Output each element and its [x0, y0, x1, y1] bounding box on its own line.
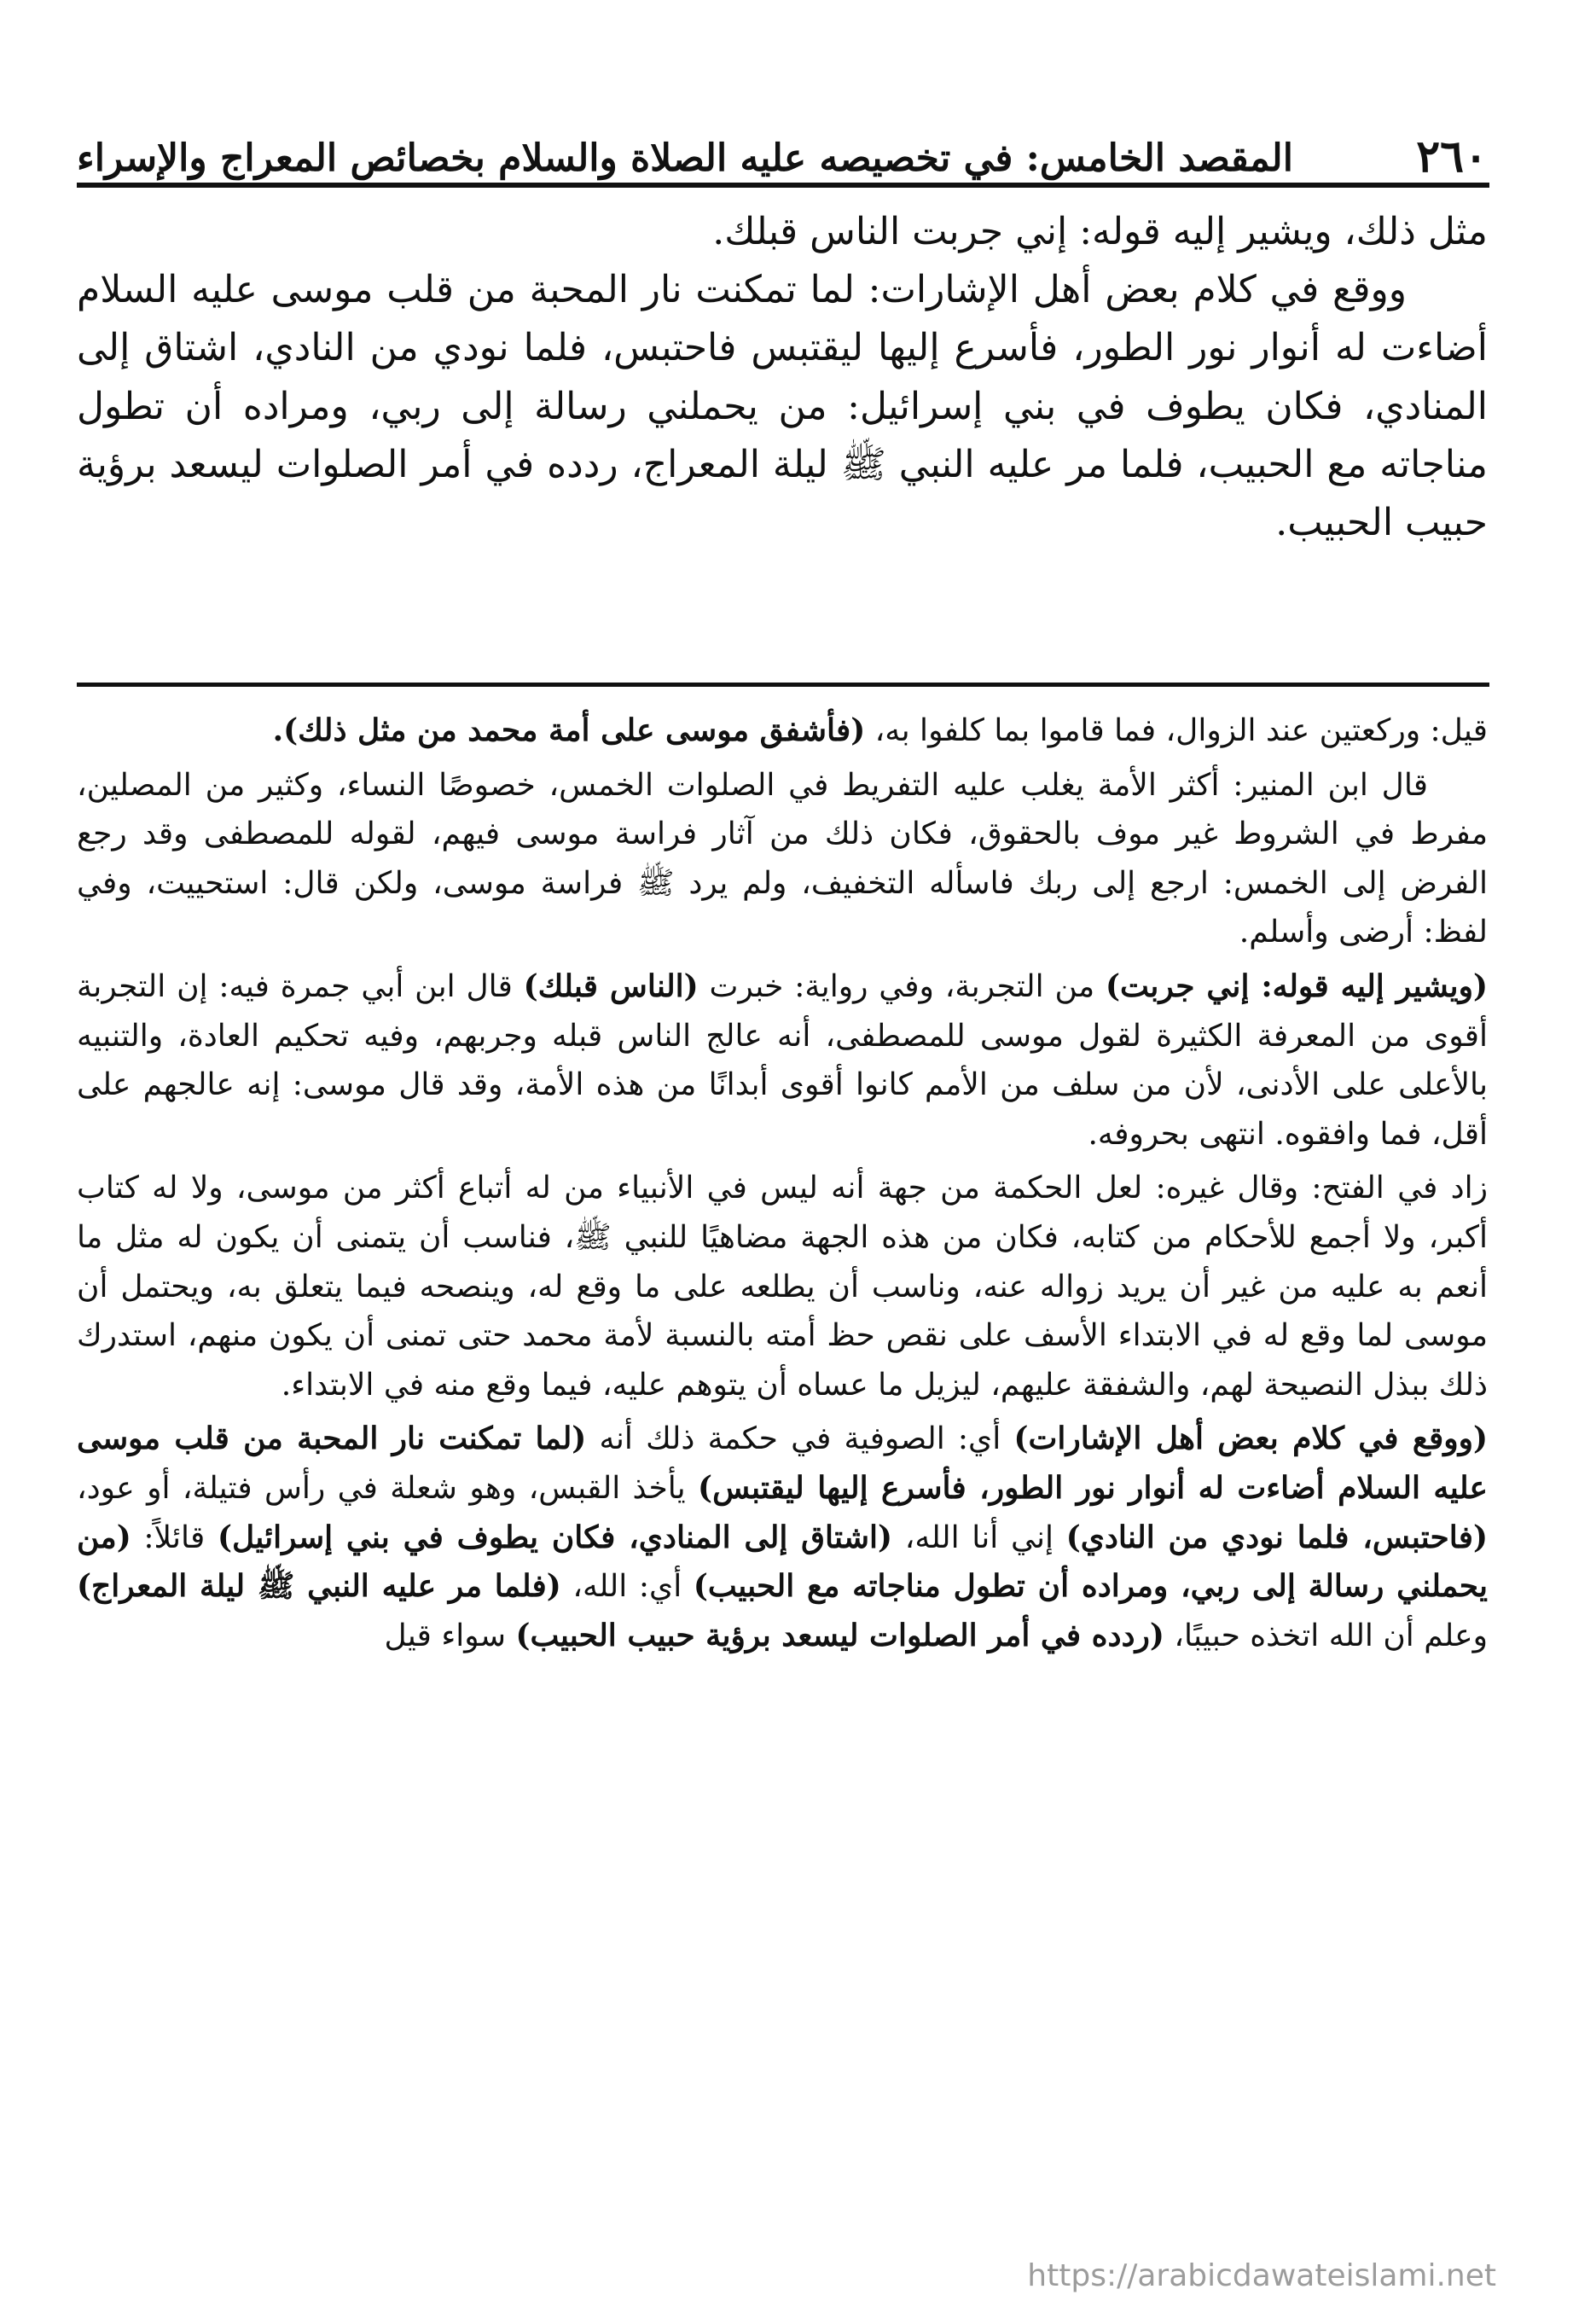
commentary-text-span: إني أنا الله، [892, 1519, 1066, 1555]
page-header [77, 102, 1488, 183]
commentary-paragraph [77, 1415, 1488, 1660]
commentary-text-span: من التجربة، وفي رواية: خبرت [698, 968, 1106, 1004]
main-text-paragraph: مثل ذلك، ويشير إليه قوله: إني جربت الناس قبلك. [712, 210, 1488, 253]
quoted-matn-span: (فأشفق موسى على أمة محمد من مثل ذلك). [272, 712, 866, 748]
watermark-url: https://arabicdawateislami.net [1027, 2258, 1496, 2293]
quoted-matn-span: (لما تمكنت نار المحبة من قلب موسى عليه السلام أضاءت له أنوار نور الطور، فأسرع إليها ليقتبس) [77, 1421, 1488, 1506]
quoted-matn-span: (ويشير إليه قوله: إني جربت) [1105, 967, 1488, 1004]
running-title: المقصد الخامس: في تخصيصه عليه الصلاة والسلام بخصائص المعراج والإسراء [77, 136, 1293, 180]
page-number: ٢٦٠ [1416, 131, 1488, 183]
commentary-paragraph: زاد في الفتح: وقال غيره: لعل الحكمة من جهة أنه ليس في الأنبياء من له أتباع أكثر من موسى، ولا له كتاب أكبر، ولا أجمع للأحكام من كتابه، فكان من هذه الجهة مضاهيًا للنبي ﷺ، فناسب أن يتمنى أن يكون له مثل ما أنعم به عليه من غير أن يريد زواله عنه، وناسب أن يطلعه على ما وقع له، وينصحه فيما يتعلق به، ويحتمل أن موسى لما وقع له في الابتداء الأسف على نقص حظ أمته بالنسبة لأمة محمد حتى تمنى أن يكون منهم، استدرك ذلك ببذل النصيحة لهم، والشفقة عليهم، ليزيل ما عساه أن يتوهم عليه، فيما وقع منه في الابتداء. [77, 1171, 1488, 1403]
quoted-matn-span: (فاحتبس، فلما نودي من النادي) [1065, 1519, 1488, 1555]
commentary-text-span: أي: الصوفية في حكمة ذلك أنه [586, 1421, 1014, 1457]
commentary-text-span: يأخذ القبس، وهو شعلة في رأس فتيلة، أو عود، [77, 1470, 699, 1506]
commentary-text-span: وعلم أن الله اتخذه حبيبًا، [1164, 1618, 1488, 1653]
commentary-text [77, 706, 1488, 1665]
quoted-matn-span: (اشتاق إلى المنادي، فكان يطوف في بني إسرائيل) [217, 1519, 893, 1555]
quoted-matn-span: (فلما مر عليه النبي ﷺ ليلة المعراج) [77, 1568, 561, 1605]
commentary-text-span: أي: الله، [560, 1569, 694, 1605]
commentary-separator-rule [77, 683, 1489, 687]
quoted-matn-span: (من يحملني رسالة إلى ربي، ومراده أن تطول مناجاته مع الحبيب) [77, 1519, 1488, 1605]
main-text-paragraph: ووقع في كلام بعض أهل الإشارات: لما تمكنت نار المحبة من قلب موسى عليه السلام أضاءت له أنوار نور الطور، فأسرع إليها ليقتبس فاحتبس، فلما نودي من النادي، اشتاق إلى المنادي، فكان يطوف في بني إسرائيل: من يحملني رسالة إلى ربي، ومراده أن تطول مناجاته مع الحبيب، فلما مر عليه النبي ﷺ ليلة المعراج، ردده في أمر الصلوات ليسعد برؤية حبيب الحبيب. [77, 268, 1488, 544]
commentary-paragraph [77, 962, 1488, 1159]
commentary-text-span: قال ابن أبي جمرة فيه: إن التجربة أقوى من المعرفة الكثيرة لقول موسى للمصطفى، أنه عالج الناس قبله وجربهم، وفيه تحكيم العادة، والتنبيه بالأعلى على الأدنى، لأن من سلف من الأمم كانوا أقوى أبدانًا من هذه الأمة، وقد قال موسى: إنه عالجهم على أقل، فما وافقوه. انتهى بحروفه. [77, 968, 1488, 1152]
quoted-matn-span: (ووقع في كلام بعض أهل الإشارات) [1013, 1421, 1488, 1457]
header-rule [77, 183, 1489, 188]
quoted-matn-span: (الناس قبلك) [523, 967, 699, 1004]
quoted-matn-span: (ردده في أمر الصلوات ليسعد برؤية حبيب الحبيب) [515, 1617, 1164, 1653]
commentary-paragraph: قال ابن المنير: أكثر الأمة يغلب عليه التفريط في الصلوات الخمس، خصوصًا النساء، وكثير من المصلين، مفرط في الشروط غير موف بالحقوق، فكان ذلك من آثار فراسة موسى فيهم، لقوله للمصطفى وقد رجع الفرض إلى الخمس: ارجع إلى ربك فاسأله التخفيف، ولم يرد ﷺ فراسة موسى، ولكن قال: استحييت، وفي لفظ: أرضى وأسلم. [77, 767, 1488, 950]
commentary-text-span: قائلاً: [131, 1519, 218, 1555]
commentary-paragraph [77, 706, 1488, 756]
commentary-text-span: قيل: وركعتين عند الزوال، فما قاموا بما كلفوا به، [865, 713, 1488, 748]
commentary-text-span: سواء قيل [384, 1618, 516, 1653]
main-text [77, 203, 1488, 552]
